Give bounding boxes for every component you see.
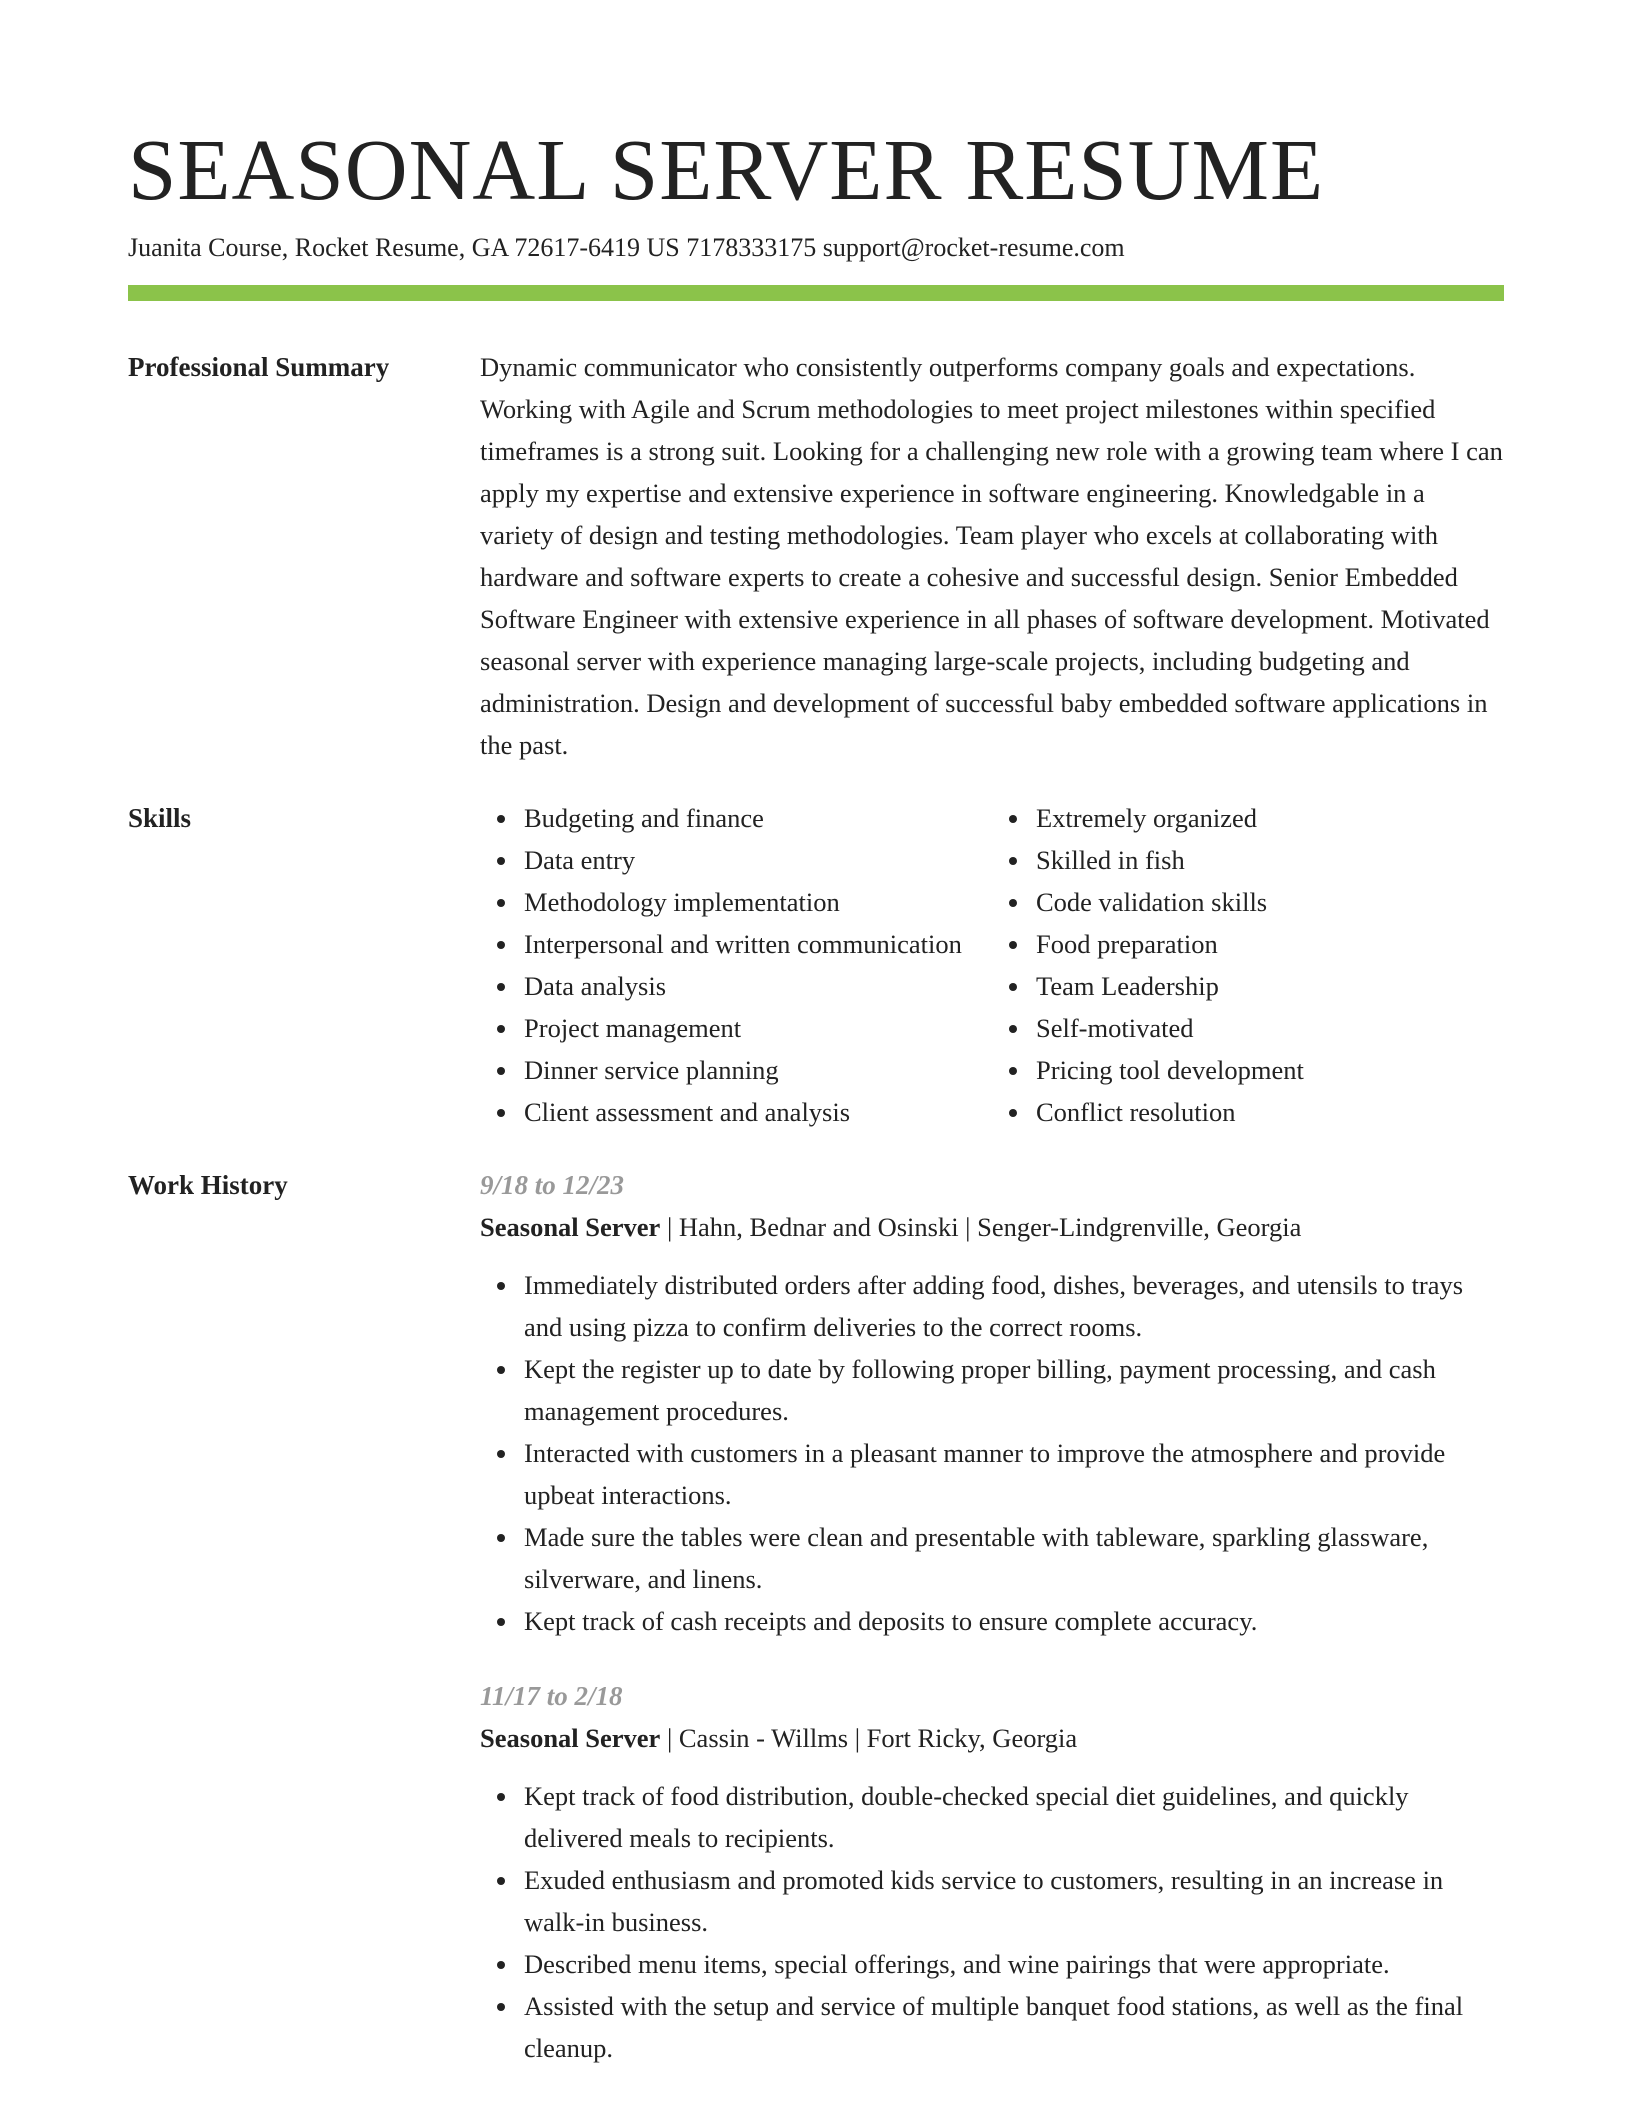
job-duties-list xyxy=(480,1264,1504,1642)
job-dates: 11/17 to 2/18 xyxy=(480,1681,623,1711)
skills-columns xyxy=(480,797,1504,1133)
skill-item: Dinner service planning xyxy=(524,1049,992,1091)
duty-item: Kept track of cash receipts and deposits to ensure complete accuracy. xyxy=(524,1600,1504,1642)
duty-item: Made sure the tables were clean and presentable with tableware, sparkling glassware, silverware, and linens. xyxy=(524,1516,1504,1600)
skill-item: Extremely organized xyxy=(1036,797,1504,839)
skills-section xyxy=(128,797,1504,1133)
job-employer-location: | Cassin - Willms | Fort Ricky, Georgia xyxy=(660,1723,1078,1753)
work-history-section xyxy=(128,1164,1504,2069)
resume-page xyxy=(128,120,1504,2069)
section-heading-work-history: Work History xyxy=(128,1170,288,1200)
contact-line: Juanita Course, Rocket Resume, GA 72617-6419 US 7178333175 support@rocket-resume.com xyxy=(128,233,1125,262)
professional-summary-section xyxy=(128,346,1504,766)
skill-item: Methodology implementation xyxy=(524,881,992,923)
skill-item: Team Leadership xyxy=(1036,965,1504,1007)
job-entry xyxy=(480,1164,1504,1642)
skill-item: Client assessment and analysis xyxy=(524,1091,992,1133)
skill-item: Data analysis xyxy=(524,965,992,1007)
job-title: Seasonal Server xyxy=(480,1212,661,1242)
skill-item: Code validation skills xyxy=(1036,881,1504,923)
job-duties-list xyxy=(480,1775,1504,2069)
skill-item: Pricing tool development xyxy=(1036,1049,1504,1091)
job-heading xyxy=(480,1206,1504,1248)
duty-item: Kept track of food distribution, double-checked special diet guidelines, and quickly delivered meals to recipients. xyxy=(524,1775,1504,1859)
duty-item: Assisted with the setup and service of multiple banquet food stations, as well as the final cleanup. xyxy=(524,1985,1504,2069)
skills-list-left xyxy=(480,797,992,1133)
resume-title: SEASONAL SERVER RESUME xyxy=(128,121,1325,218)
skill-item: Budgeting and finance xyxy=(524,797,992,839)
job-title: Seasonal Server xyxy=(480,1723,661,1753)
summary-text: Dynamic communicator who consistently outperforms company goals and expectations. Working with Agile and Scrum methodologies to meet project milestones within specified timeframes is a strong suit. Looking for a challenging new role with a growing team where I can apply my expertise and extensive experience in software engineering. Knowledgable in a variety of design and testing methodologies. Team player who excels at collaborating with hardware and software experts to create a cohesive and successful design. Senior Embedded Software Engineer with extensive experience in all phases of software development. Motivated seasonal server with experience managing large-scale projects, including budgeting and administration. Design and development of successful baby embedded software applications in the past. xyxy=(480,352,1503,760)
skill-item: Food preparation xyxy=(1036,923,1504,965)
job-dates: 9/18 to 12/23 xyxy=(480,1170,625,1200)
skills-list-right xyxy=(992,797,1504,1133)
skill-item: Conflict resolution xyxy=(1036,1091,1504,1133)
skill-item: Interpersonal and written communication xyxy=(524,923,992,965)
duty-item: Kept the register up to date by following proper billing, payment processing, and cash management procedures. xyxy=(524,1348,1504,1432)
job-heading xyxy=(480,1717,1504,1759)
skill-item: Project management xyxy=(524,1007,992,1049)
duty-item: Immediately distributed orders after adding food, dishes, beverages, and utensils to trays and using pizza to confirm deliveries to the correct rooms. xyxy=(524,1264,1504,1348)
section-heading-summary: Professional Summary xyxy=(128,352,390,382)
duty-item: Described menu items, special offerings, and wine pairings that were appropriate. xyxy=(524,1943,1504,1985)
skill-item: Data entry xyxy=(524,839,992,881)
duty-item: Interacted with customers in a pleasant manner to improve the atmosphere and provide upbeat interactions. xyxy=(524,1432,1504,1516)
job-employer-location: | Hahn, Bednar and Osinski | Senger-Lindgrenville, Georgia xyxy=(660,1212,1302,1242)
section-heading-skills: Skills xyxy=(128,803,192,833)
skill-item: Skilled in fish xyxy=(1036,839,1504,881)
skill-item: Self-motivated xyxy=(1036,1007,1504,1049)
work-history-body xyxy=(480,1164,1504,2069)
job-entry xyxy=(480,1675,1504,2069)
duty-item: Exuded enthusiasm and promoted kids service to customers, resulting in an increase in walk-in business. xyxy=(524,1859,1504,1943)
accent-divider xyxy=(128,285,1504,301)
